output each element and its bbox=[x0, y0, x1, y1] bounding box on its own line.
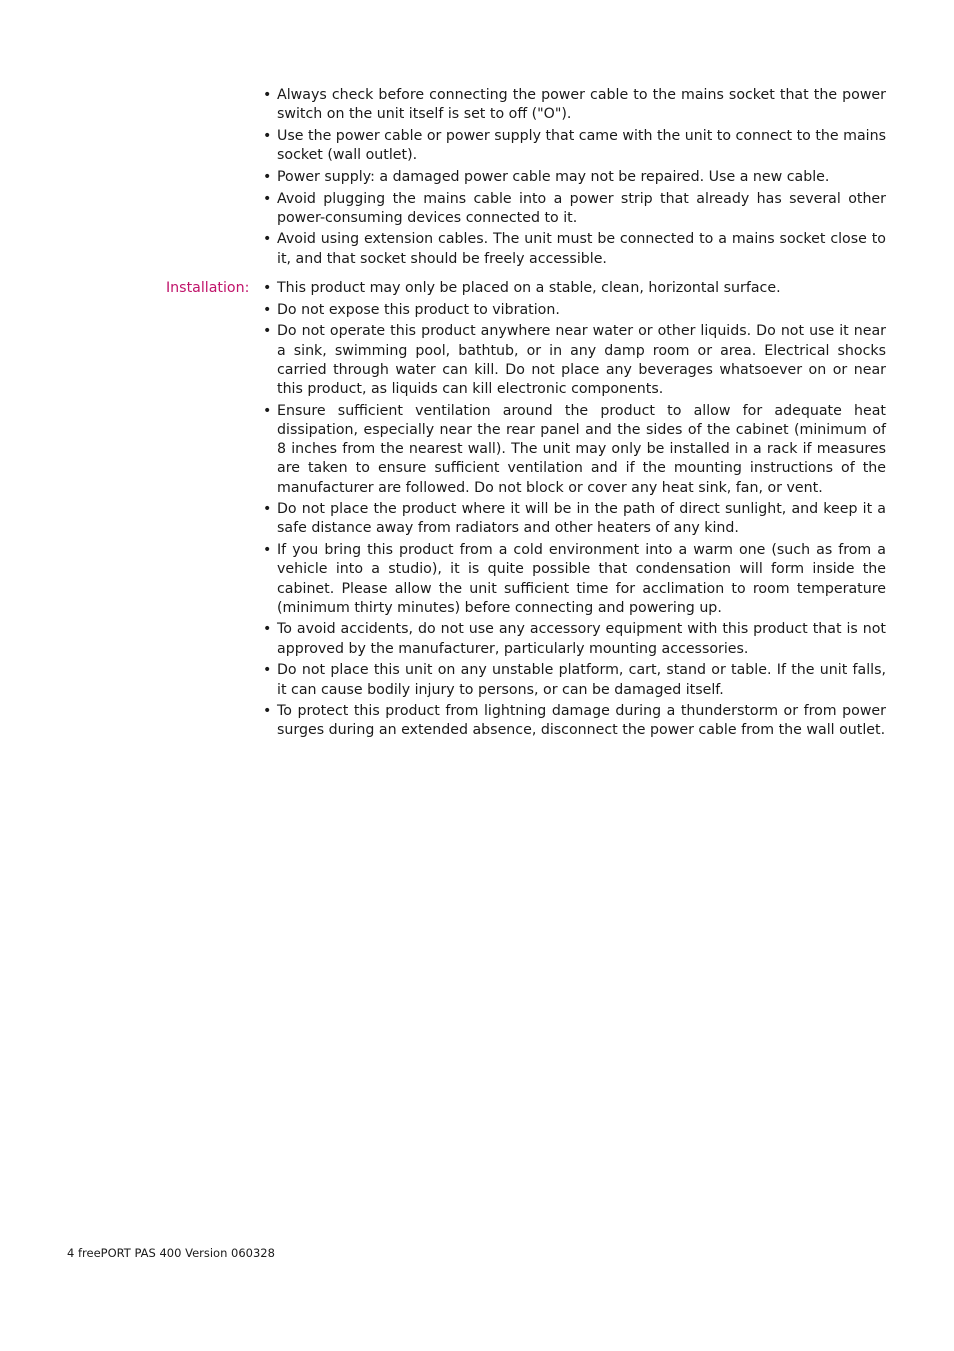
list-item: • Power supply: a damaged power cable may not be repaired. Use a new cable. bbox=[263, 168, 886, 187]
page-footer: 4 freePORT PAS 400 Version 060328 bbox=[67, 1246, 275, 1260]
list-item: • This product may only be placed on a stable, clean, horizontal surface. bbox=[263, 279, 886, 298]
installation-heading: Installation: bbox=[166, 280, 250, 296]
list-item: • Use the power cable or power supply that came with the unit to connect to the mains socket (wall outlet). bbox=[263, 127, 886, 165]
installation-section bbox=[263, 279, 886, 743]
power-safety-section bbox=[263, 86, 886, 271]
list-item: • Ensure sufficient ventilation around the product to allow for adequate heat dissipation, especially near the rear panel and the sides of the cabinet (minimum of 8 inches from the nearest wall). The unit may only be installed in a rack if measures are taken to ensure sufficient ventilation and if the mounting instructions of the manufacturer are followed. Do not block or cover any heat sink, fan, or vent. bbox=[263, 402, 886, 498]
list-item: • To avoid accidents, do not use any accessory equipment with this product that is not approved by the manufacturer, particularly mounting accessories. bbox=[263, 620, 886, 658]
list-item: • Always check before connecting the power cable to the mains socket that the power switch on the unit itself is set to off ("O"). bbox=[263, 86, 886, 124]
list-item: • Do not operate this product anywhere near water or other liquids. Do not use it near a sink, swimming pool, bathtub, or in any damp room or area. Electrical shocks carried through water can kill. Do not place any beverages whatsoever on or near this product, as liquids can kill electronic components. bbox=[263, 322, 886, 399]
list-item: • Do not place this unit on any unstable platform, cart, stand or table. If the unit falls, it can cause bodily injury to persons, or can be damaged itself. bbox=[263, 661, 886, 699]
list-item: • Do not expose this product to vibration. bbox=[263, 301, 886, 320]
list-item: • Do not place the product where it will be in the path of direct sunlight, and keep it a safe distance away from radiators and other heaters of any kind. bbox=[263, 500, 886, 538]
power-safety-list bbox=[263, 86, 886, 269]
list-item: • Avoid using extension cables. The unit must be connected to a mains socket close to it, and that socket should be freely accessible. bbox=[263, 230, 886, 268]
list-item: • Avoid plugging the mains cable into a power strip that already has several other power-consuming devices connected to it. bbox=[263, 190, 886, 228]
list-item: • If you bring this product from a cold environment into a warm one (such as from a vehicle into a studio), it is quite possible that condensation will form inside the cabinet. Please allow the unit sufficient time for acclimation to room temperature (minimum thirty minutes) before connecting and powering up. bbox=[263, 541, 886, 618]
installation-list bbox=[263, 279, 886, 741]
list-item: • To protect this product from lightning damage during a thunderstorm or from power surges during an extended absence, disconnect the power cable from the wall outlet. bbox=[263, 702, 886, 740]
